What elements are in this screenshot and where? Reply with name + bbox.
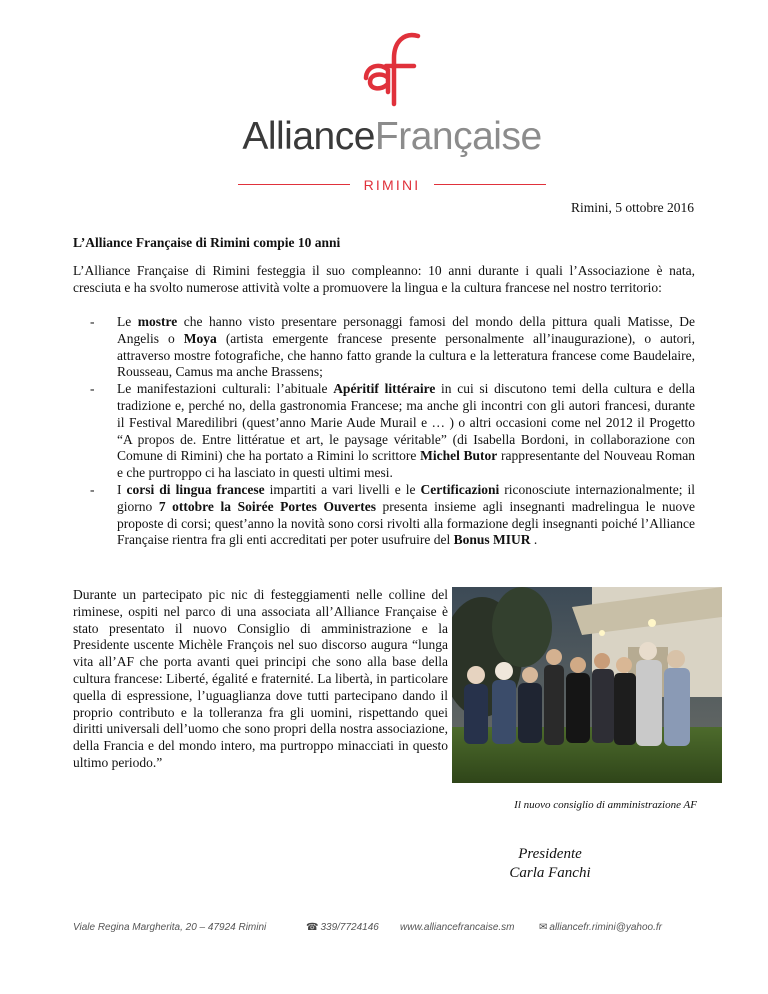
list-dash: - — [90, 381, 95, 397]
logo-city-row — [232, 175, 552, 195]
signature-name: Carla Fanchi — [509, 865, 591, 881]
group-photo — [452, 587, 722, 783]
item-bold: corsi di lingua francese — [126, 481, 265, 497]
list-dash: - — [90, 481, 95, 497]
envelope-icon: ✉ — [539, 922, 548, 933]
item-text: . — [530, 532, 538, 548]
document-title: L’Alliance Française di Rimini compie 10 anni — [73, 235, 341, 250]
item-text: in cui si discutono temi della cultura e della tradizione e, perché no, della gastronomia Francese; ma anche gli incontri con gli autori francesi, durante il Festival Maredilibri (quest’anno Marie Aude Murail e … ) o altri occasioni come nel 2012 il Progetto “A propos de. Entre littératue et art, le paysage véritable” (di Isabella Bordoni, in collaborazione con Comune di Rimini) che ha portato a Rimini lo scrittore — [117, 381, 696, 464]
list-dash: - — [90, 314, 95, 329]
af-logo-mark-icon — [358, 26, 428, 108]
phone-icon: ☎ — [306, 922, 319, 933]
item-bold: Bonus MIUR — [453, 532, 531, 548]
group-photo-image — [452, 587, 722, 783]
document-date: Rimini, 5 ottobre 2016 — [571, 200, 694, 215]
item-text: rappresentante del Nouveau Roman e che purtroppo ci ha lasciato in questi ultimi mesi. — [117, 448, 695, 481]
list-item-exhibitions — [73, 314, 695, 381]
footer-email — [539, 922, 662, 933]
footer-website[interactable]: www.alliancefrancaise.sm — [400, 922, 515, 933]
logo-city: RIMINI — [363, 177, 421, 193]
intro-paragraph: L’Alliance Française di Rimini festeggia il suo compleanno: 10 anni durante i quali l’Associazione è nata, cresciuta e ha svolto numerose attività volte a promuovere la lingua e la cultura francese nel nostro territorio: — [73, 263, 695, 295]
item-text: riconosciute internazionalmente; il giorno — [117, 481, 695, 514]
item-text: (artista emergente francese presente personalmente all’inaugurazione), o autori, attraverso mostre fotografiche, che hanno fatto grande la cultura e la letteratura francese come Baudelaire, Rousseau, Camus ma anche Brassens; — [117, 330, 695, 380]
footer — [0, 918, 768, 938]
item-text: Le manifestazioni culturali: l’abituale — [117, 381, 334, 397]
signature-role: Presidente — [518, 846, 582, 862]
signature-block — [470, 845, 630, 883]
logo-word-francaise: Française — [374, 115, 542, 158]
item-text: presenta insieme agli insegnanti madrelingua le nuove proposte di corsi; quest’anno la novità sono corsi rivolti alla formazione degli insegnanti poiché l’Alliance Française rientra fra gli enti accreditati per poter usufruire del — [117, 498, 695, 548]
list-item-cultural-events — [73, 381, 695, 482]
alliance-francaise-logo — [232, 20, 552, 192]
item-bold: Apéritif littéraire — [333, 381, 436, 397]
footer-email-address[interactable]: alliancefr.rimini@yahoo.fr — [549, 922, 662, 933]
logo-wordmark — [232, 117, 552, 156]
item-bold: mostre — [137, 314, 178, 329]
item-text: impartiti a vari livelli e le — [264, 481, 421, 497]
item-bold: Certificazioni — [420, 481, 500, 497]
item-bold: Michel Butor — [420, 448, 498, 464]
list-item-courses — [73, 482, 695, 549]
footer-phone — [306, 922, 379, 933]
photo-caption: Il nuovo consiglio di amministrazione AF — [514, 799, 697, 811]
item-text: I — [117, 481, 127, 497]
footer-address: Viale Regina Margherita, 20 – 47924 Rimini — [73, 922, 267, 933]
logo-word-alliance: Alliance — [242, 115, 375, 158]
item-text: che hanno visto presentare personaggi famosi del mondo della pittura quali Matisse, De Angelis o — [117, 314, 695, 346]
item-bold: 7 ottobre la Soirée Portes Ouvertes — [158, 498, 376, 514]
item-bold: Moya — [183, 330, 217, 346]
activities-list — [73, 314, 695, 549]
logo-rule-right — [434, 184, 546, 185]
footer-phone-number: 339/7724146 — [320, 922, 379, 933]
celebration-paragraph: Durante un partecipato pic nic di festeggiamenti nelle colline del riminese, ospiti nel parco di una associata all’Alliance Française è stato presentato il nuovo Consiglio di amministrazione e la Presidente uscente Michèle François nel suo discorso augura “lunga vita all’AF che porta avanti quei principi che sono alla base della cultura francese: Liberté, égalité e fraternité. La libertà, in particolare quella di espressione, l’uguaglianza dove tutti partecipano dando il proprio contributo e la tolleranza fra gli uomini, rispettando quei diritti universali dell’uomo che sono propri della nostra associazione, della Francia e del mondo intero, ma purtroppo minacciati in questo ultimo periodo.” — [73, 587, 448, 770]
item-text: Le — [117, 314, 138, 329]
